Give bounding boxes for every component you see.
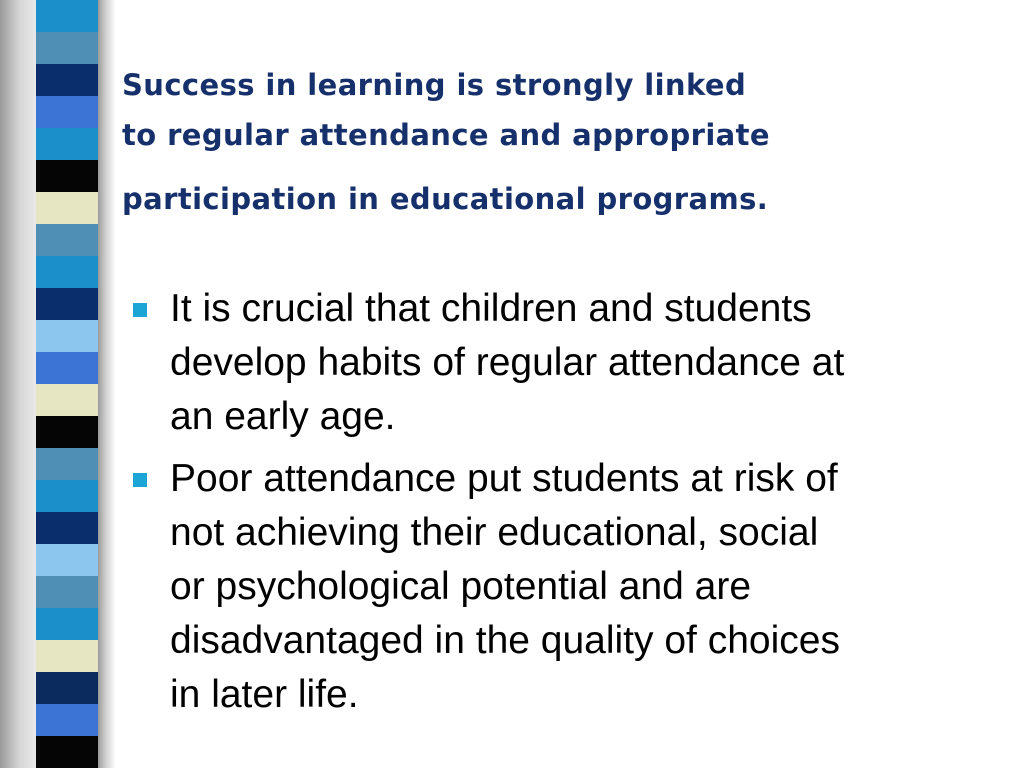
stripe-segment	[36, 736, 98, 768]
stripe-segment	[36, 480, 98, 512]
square-bullet-icon	[133, 303, 147, 317]
stripe-segment	[36, 448, 98, 480]
stripe-segment	[36, 128, 98, 160]
bullet-line: disadvantaged in the quality of choices	[170, 619, 840, 662]
bullet-line: in later life.	[170, 673, 359, 716]
stripe-segment	[36, 640, 98, 672]
bullet-line: an early age.	[170, 395, 396, 438]
stripe-segment	[36, 544, 98, 576]
stripe-segment	[36, 0, 98, 32]
stripe-segment	[36, 608, 98, 640]
title-line: Success in learning is strongly linked	[122, 68, 747, 102]
bullet-item	[130, 452, 990, 722]
stripe-segment	[36, 160, 98, 192]
bullet-line: or psychological potential and are	[170, 565, 752, 608]
stripe-segment	[36, 224, 98, 256]
stripe-segment	[36, 704, 98, 736]
stripe-segment	[36, 384, 98, 416]
stripe-segment	[36, 352, 98, 384]
bullet-line: develop habits of regular attendance at	[170, 341, 845, 384]
stripe-segment	[36, 512, 98, 544]
stripe-segment	[36, 576, 98, 608]
bullet-list	[130, 282, 990, 730]
square-bullet-icon	[133, 473, 147, 487]
stripe-segment	[36, 320, 98, 352]
bullet-line: Poor attendance put students at risk of	[170, 457, 838, 500]
title-line: to regular attendance and appropriate	[122, 118, 770, 152]
title-line: participation in educational programs.	[122, 182, 769, 216]
stripe-segment	[36, 192, 98, 224]
slide-title	[122, 60, 992, 224]
stripe-segment	[36, 416, 98, 448]
left-grey-strip	[0, 0, 36, 768]
decorative-stripe-band	[36, 0, 98, 768]
bullet-line: It is crucial that children and students	[170, 287, 812, 330]
stripe-shadow	[98, 0, 116, 768]
stripe-segment	[36, 672, 98, 704]
bullet-line: not achieving their educational, social	[170, 511, 819, 554]
stripe-segment	[36, 256, 98, 288]
stripe-segment	[36, 64, 98, 96]
bullet-item	[130, 282, 990, 444]
stripe-segment	[36, 96, 98, 128]
stripe-segment	[36, 32, 98, 64]
stripe-segment	[36, 288, 98, 320]
